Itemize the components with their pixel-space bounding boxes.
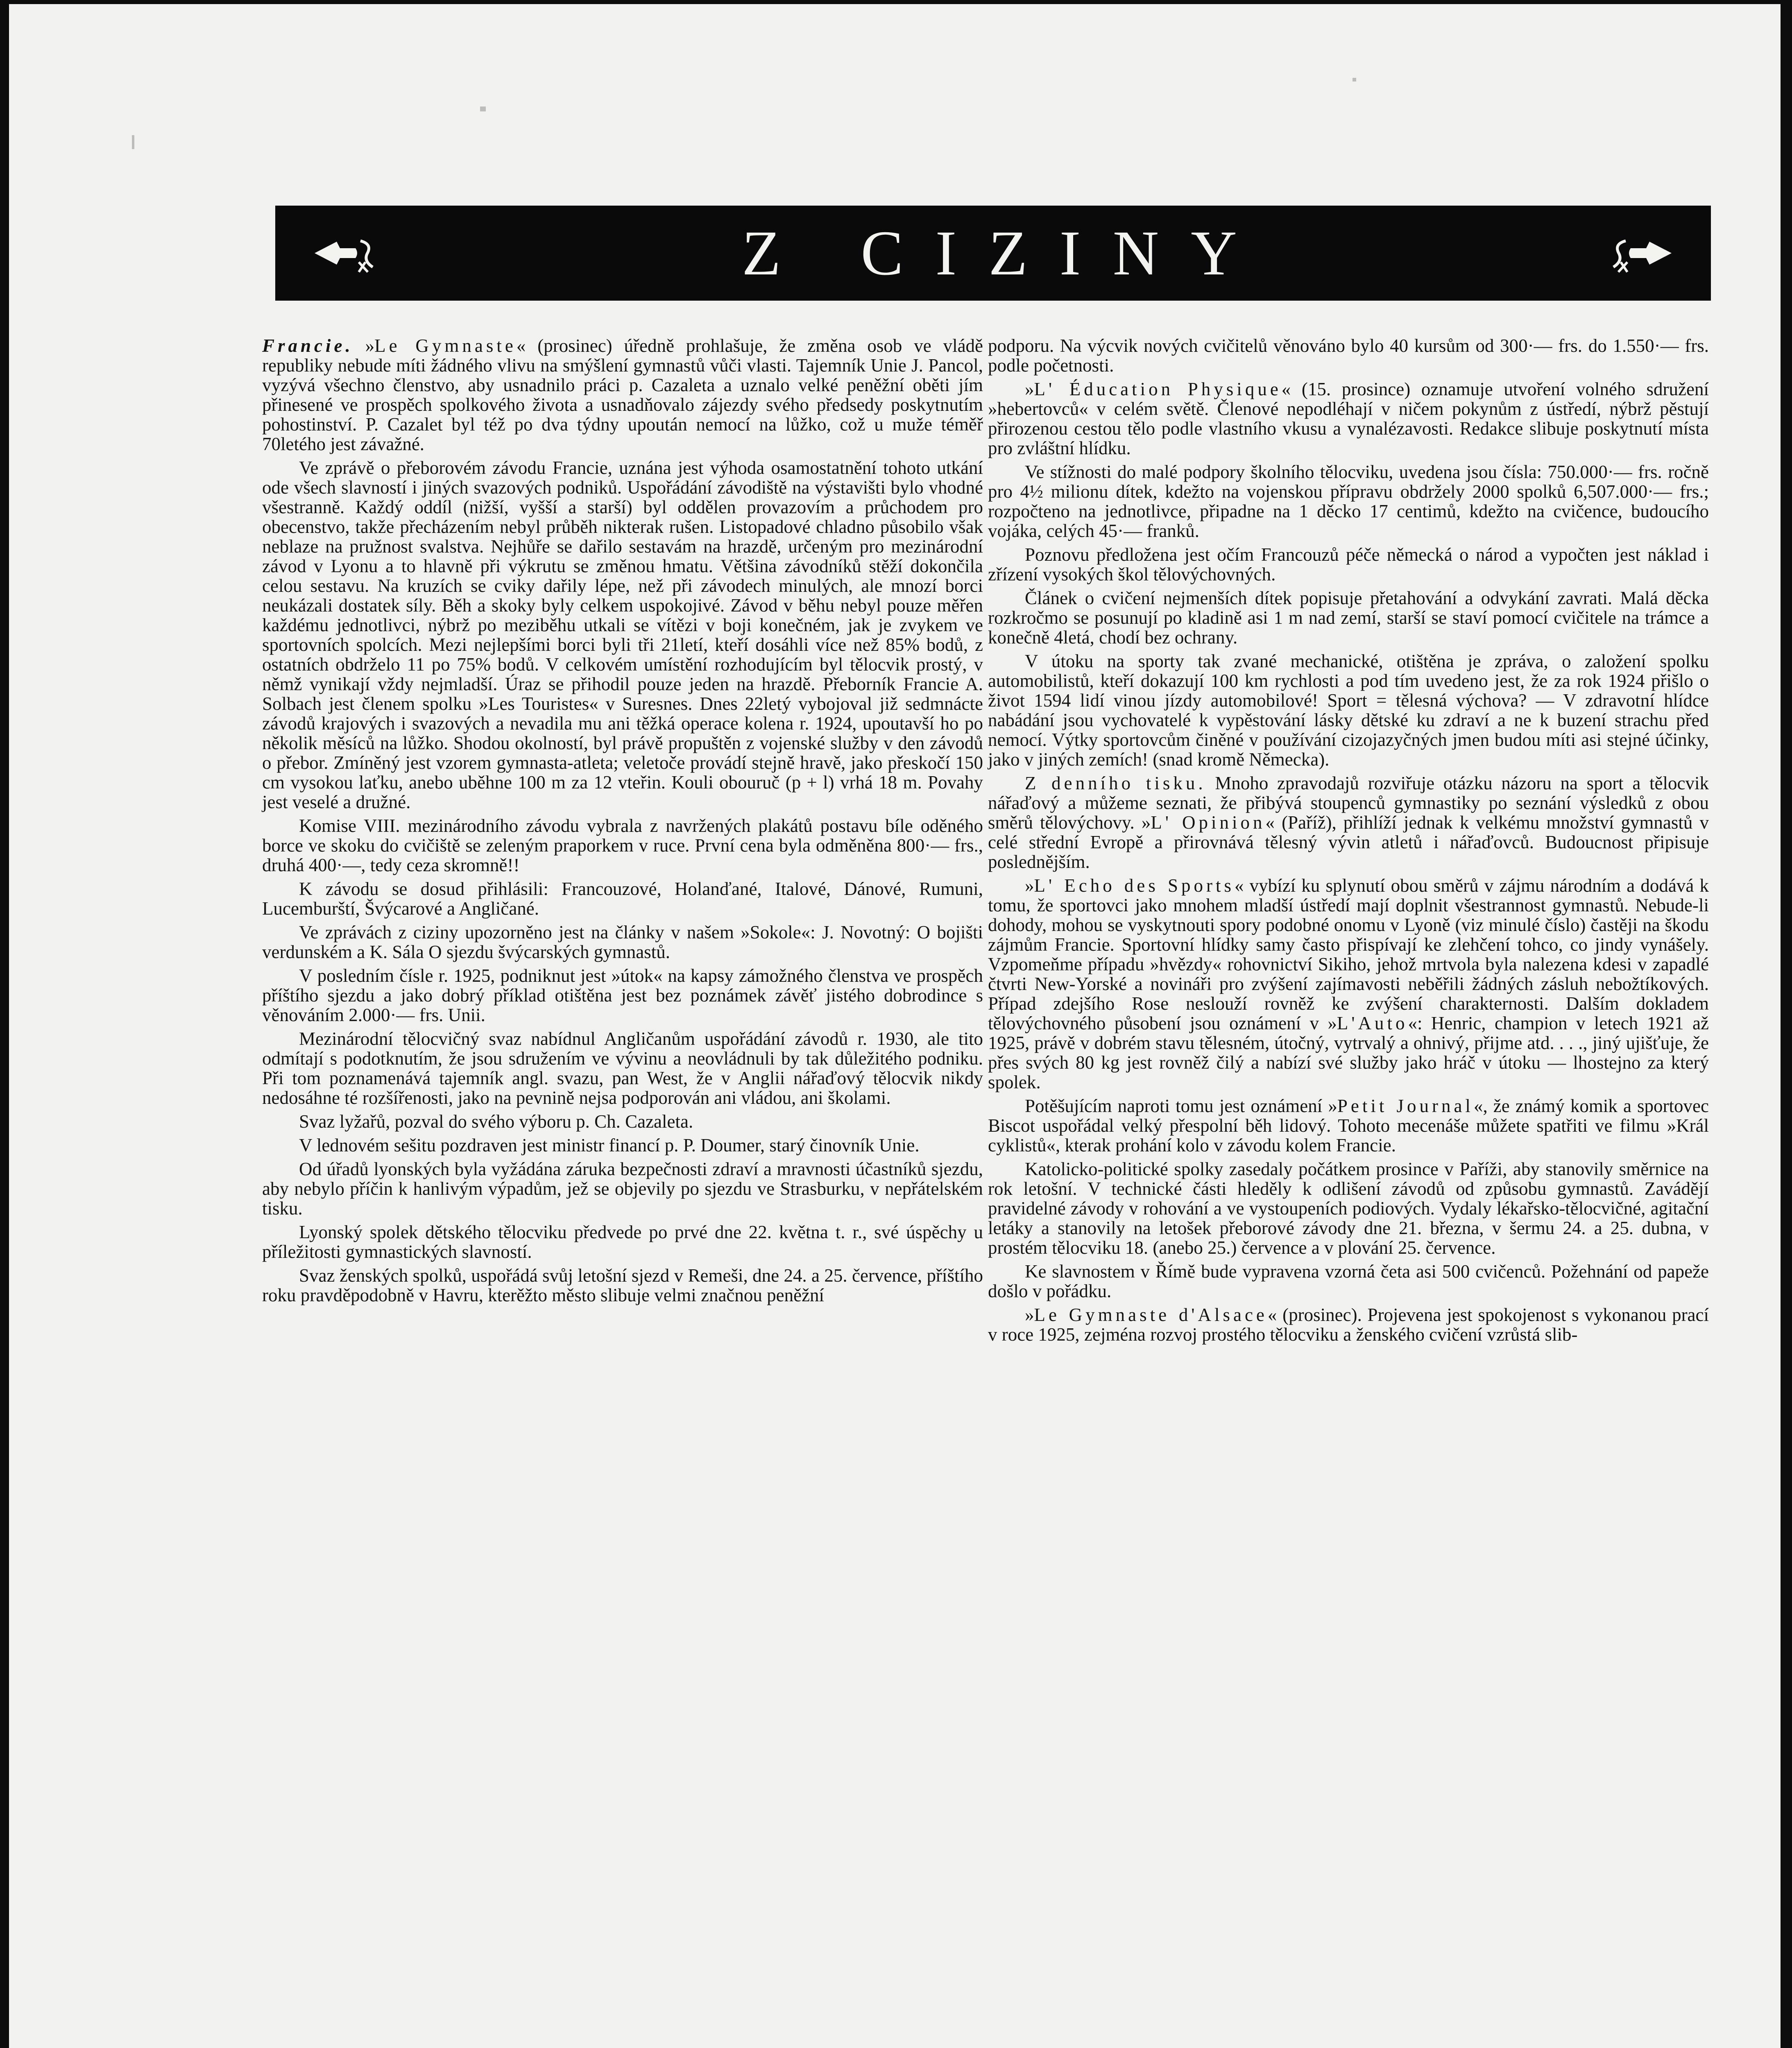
scan-speck (480, 106, 486, 111)
article-paragraph (988, 462, 1709, 541)
paragraph-text: Ve zprávě o přeborovém závodu Francie, uznána jest výhoda osamostatnění tohoto utkání ode všech slavností i jiných svazových podniků. Uspořádání závodiště na výstavišti bylo vhodné všestranně. Každý oddíl (nižší, vyšší a starší) byl oddělen provazovím a průchodem pro obecenstvo, takže přecházením nebyl průběh nikterak rušen. Listopadové chladno působilo však neblaze na pružnost svalstva. Nejhůře se dařilo sestavám na hrazdě, určeným pro mezinárodní závod v Lyonu a to hlavně při výkrutu se změnou hmatu. Většina závodníků stěží dokončila celou sestavu. Na kruzích se cviky dařily lépe, než při závodech minulých, ale mnozí borci neukázali dostatek síly. Běh a skoky byly celkem uspokojivé. Závod v běhu nebyl pouze měřen každému jednotlivci, nýbrž po meziběhu utkali se vítězi v boji konečném, jak je zvykem ve sportovních spolcích. Mezi nejlepšími borci byli tři 21letí, kteří dosáhli více než 85% bodů, z ostatních obdrželo 11 po 75% bodů. V celkovém umístění rozhodujícím byl tělocvik prostý, v němž vynikají vždy nejmladší. Úraz se přihodil pouze jeden na hrazdě. Přeborník Francie A. Solbach jest členem spolku »Les Touristes« v Suresnes. Dnes 22letý vybojoval již sedmnácte závodů krajových i svazových a nevadila mu ani těžká operace kolena r. 1924, upoutavší ho po několik měsíců na lůžko. Shodou okolností, byl právě propuštěn z vojenské služby v den závodů o přebor. Zmíněný jest vzorem gymnasta-atleta; veletoče provádí stejně hravě, jako přeskočí 150 cm vysokou laťku, anebo uběhne 100 m za 12 vteřin. Kouli obouruč (p + l) vrhá 18 m. Povahy jest veselé a družné. (262, 458, 983, 812)
publication-title: Le Gymnaste d'Alsace (1034, 1305, 1268, 1325)
article-paragraph (262, 816, 983, 875)
article-paragraph (262, 966, 983, 1025)
article-paragraph (988, 1159, 1709, 1257)
paragraph-text: Poznovu předložena jest očím Francouzů péče německá o národ a vypočten jest náklad i zřízení vysokých škol tělovýchovných. (988, 544, 1709, 584)
paragraph-text: « (15. prosince) oznamuje utvoření volného sdružení »hebertovců« v celém světě. Členové nepodléhají v ničem pokynům z ústředí, nýbrž pěstují přirozenou cestou tělo podle vlastního vkusu a vynalézavosti. Redakce slibuje poskytnutí místa pro zvláštní hlídku. (988, 379, 1709, 458)
article-paragraph (988, 1305, 1709, 1344)
paragraph-text: Ke slavnostem v Římě bude vypravena vzorná četa asi 500 cvičenců. Požehnání od papeže došlo v pořádku. (988, 1261, 1709, 1301)
paragraph-text: Komise VIII. mezinárodního závodu vybrala z navržených plakátů postavu bíle oděného borce ve skoku do cvičiště se zeleným praporkem v ruce. První cena byla odměněna 800·— frs., druhá 400·—, tedy ceza skromně!! (262, 816, 983, 875)
right-column (988, 336, 1709, 1348)
magazine-page (9, 4, 1781, 2048)
paragraph-text: V lednovém sešitu pozdraven jest ministr financí p. P. Doumer, starý činovník Unie. (299, 1135, 920, 1155)
scan-speck (132, 135, 134, 149)
article-paragraph (988, 1262, 1709, 1301)
article-paragraph (262, 1266, 983, 1305)
article-paragraph (262, 336, 983, 454)
publication-title: Petit Journal (1337, 1096, 1474, 1116)
article-paragraph (262, 1135, 983, 1155)
article-paragraph (262, 922, 983, 962)
article-paragraph (988, 773, 1709, 872)
paragraph-text: «: Henric, champion v letech 1921 až 1925, právě v dobrém stavu tělesném, útočný, vytrvalý a ohnivý, přijme atd. . . ., jiný ujišťuje, že přes svých 80 kg jest rovněž čilý a nabízí své služby jako hráč v útoku — lhostejno za který spolek. (988, 1013, 1709, 1092)
paragraph-text: podporu. Na výcvik nových cvičitelů věnováno bylo 40 kursům od 300·— frs. do 1.550·— frs. podle početnosti. (988, 335, 1709, 376)
section-title: Z CIZINY (742, 217, 1269, 288)
scan-speck (1352, 78, 1356, 82)
left-column (262, 336, 983, 1309)
article-paragraph (262, 458, 983, 812)
article-paragraph (262, 1112, 983, 1131)
paragraph-text: » (1025, 1305, 1034, 1325)
paragraph-text: » (365, 335, 375, 356)
paragraph-text: Mezinárodní tělocvičný svaz nabídnul Angličanům uspořádání závodů r. 1930, ale tito odmítají s podotknutím, že jsou sdružením ve vývinu a neovládnuli by tak důležitého podniku. Při tom poznamenává tajemník angl. svazu, pan West, že v Anglii nářaďový tělocvik nikdy nedosáhne té rozšířenosti, jako na pevnině nejsa podporován ani vládou, ani školami. (262, 1029, 983, 1108)
article-paragraph (988, 651, 1709, 769)
paragraph-text: « (prosinec). Projevena jest spokojenost s vykonanou prací v roce 1925, zejména rozvoj prostého tělocviku a ženského cvičení vzrůstá slib- (988, 1305, 1709, 1345)
paragraph-text: Svaz lyžařů, pozval do svého výboru p. Ch. Cazaleta. (299, 1111, 693, 1132)
paragraph-text: Potěšujícím naproti tomu jest oznámení » (1025, 1096, 1337, 1116)
article-paragraph (988, 379, 1709, 458)
article-paragraph (262, 1159, 983, 1218)
publication-title: L'Auto (1337, 1013, 1408, 1033)
publication-title: Z denního tisku. (1025, 773, 1206, 793)
publication-title: L' Opinion (1151, 812, 1266, 833)
paragraph-text: K závodu se dosud přihlásili: Francouzové, Holanďané, Italové, Dánové, Rumuni, Lucemburští, Švýcarové a Angličané. (262, 879, 983, 919)
paragraph-text: » (1025, 875, 1034, 896)
paragraph-text: « vybízí ku splynutí obou směrů v zájmu národním a dodává k tomu, že sportovci jako mnohem mladší ústředí mají doplnit všestrannost gymnastů. Nebude-li dohody, mohou se vyskytnouti spory podobné onomu v Lyoně (viz minulé číslo) častěji na škodu zájmům Francie. Sportovní hlídky samy často přispívají ke zlehčení tohco, co jindy vynášely. Vzpomeňme případu »hvězdy« rohovnictví Sikiho, jehož mrtvola byla nalezena kdesi v zapadlé čtvrti New-Yorské a novináři pro zvýšení zajímavosti neběřili žádných zásluh nebožtíkových. Případ zdejšího Rose neslouží rovněž ke zvýšení charakternosti. Dalším dokladem tělovýchovného působení jsou oznámení v » (988, 875, 1709, 1033)
paragraph-text: « (prosinec) úředně prohlašuje, že změna osob ve vládě republiky nebude míti žádného vlivu na smýšlení gymnastů vůči vlasti. Tajemník Unie J. Pancol, vyzývá všechno členstvo, aby usnadnilo práci p. Cazaleta a uznalo velké peněžní oběti jím přinesené ve prospěch spolkového života a usnadňovalo zájezdy svého předsedy poskytnutím pohostinství. P. Cazalet byl též po dva týdny upoután nemocí na lůžko, což u muže téměř 70letého jest závažné. (262, 335, 983, 454)
paragraph-text: V útoku na sporty tak zvané mechanické, otištěna je zpráva, o založení spolku automobilistů, kteří dokazují 100 km rychlosti a pod tím uvedeno jest, že za rok 1924 přišlo o život 1594 lidí vinou jízdy automobilové! Sport = tělesná výchova? — V zdravotní hlídce nabádání jsou vychovatelé k vypěstování lásky dětské ku zdraví a ne k buzení strachu před nemocí. Výtky sportovcům činěné v používání cizojazyčných jmen budou míti asi stejné účinky, jako v jiných zemích! (snad kromě Německa). (988, 651, 1709, 770)
paragraph-text: Svaz ženských spolků, uspořádá svůj letošní sjezd v Remeši, dne 24. a 25. července, příštího roku pravděpodobně v Havru, kterěžto město slibuje velmi značnou peněžní (262, 1265, 983, 1305)
paragraph-text: Mnoho zpravodajů rozviřuje otázku názoru na sport a tělocvik nářaďový a můžeme seznati, že přibývá stoupenců gymnastiky po seznání výsledků z obou směrů tělovýchovy. » (988, 773, 1709, 833)
article-paragraph (262, 879, 983, 918)
paragraph-text: Ve stížnosti do malé podpory školního tělocviku, uvedena jsou čísla: 750.000·— frs. ročně pro 4½ milionu dítek, kdežto na vojenskou přípravu obdržely 2000 spolků 6,507.000·— frs.; rozpočteno na jednotlivce, připadne na 1 děcko 17 centimů, kdežto na cvičence, budoucího vojáka, celých 45·— franků. (988, 462, 1709, 541)
country-heading: Francie. (262, 335, 353, 356)
article-paragraph (988, 588, 1709, 647)
paragraph-text: Ve zprávách z ciziny upozorněno jest na články v našem »Sokole«: J. Novotný: O bojišti verdunském a K. Sála O sjezdu švýcarských gymnastů. (262, 922, 983, 962)
paragraph-text: Katolicko-politické spolky zasedaly počátkem prosince v Paříži, aby stanovily směrnice na rok letošní. V technické části hleděly k odlišení závodů od způsobu gymnastů. Zavádějí pravidelné závody v rohování a ve vystoupeních podiových. Vydaly lékařsko-tělocvičné, agitační letáky a stanovily na letošek přeborové závody dne 21. března, v šermu 24. a 25. dubna, v prostém tělocviku 18. (anebo 25.) července a v plování 25. července. (988, 1159, 1709, 1258)
article-paragraph (262, 1222, 983, 1262)
article-paragraph (988, 1096, 1709, 1155)
paragraph-text: «, že známý komik a sportovec Biscot uspořádal velký přespolní běh lidový. Tohoto mecenáše můžete spatřiti ve filmu »Král cyklistů«, kterak prohání kolo v závodu kolem Francie. (988, 1096, 1709, 1155)
pointing-hand-right-icon (1608, 229, 1673, 277)
paragraph-text: « (Paříž), přihlíží jednak k velkému množství gymnastů v celé střední Evropě a přirovnává tělesný vývin atletů i nářaďovců. Budoucnost připisuje poslednějším. (988, 812, 1709, 872)
publication-title: L' Echo des Sports (1034, 875, 1235, 896)
article-paragraph (988, 545, 1709, 584)
publication-title: Le Gymnaste (374, 335, 517, 356)
pointing-hand-left-icon (313, 229, 378, 277)
article-paragraph (262, 1029, 983, 1108)
article-paragraph (988, 876, 1709, 1092)
paragraph-text: Od úřadů lyonských byla vyžádána záruka bezpečnosti zdraví a mravnosti účastníků sjezdu, aby nebylo příčin k hanlivým výpadům, jež se objevily po sjezdu ve Strasburku, v nepřátelském tisku. (262, 1159, 983, 1219)
paragraph-text: Lyonský spolek dětského tělocviku předvede po prvé dne 22. května t. r., své úspěchy u příležitosti gymnastických slavností. (262, 1222, 983, 1262)
paragraph-text: » (1025, 379, 1034, 399)
paragraph-text: Článek o cvičení nejmenších dítek popisuje přetahování a odvykání zavrati. Malá děcka rozkročmo se posunují po kladině asi 1 m nad zemí, starší se staví pomocí cvičitele na trámce a konečně 4letá, chodí bez ochrany. (988, 588, 1709, 648)
section-banner (275, 206, 1711, 301)
article-paragraph (988, 336, 1709, 375)
paragraph-text: V posledním čísle r. 1925, podniknut jest »útok« na kapsy zámožného členstva ve prospěch příštího sjezdu a jako dobrý příklad otištěna jest bez poznámek závěť jistého dobrodince s věnováním 2.000·— frs. Unii. (262, 965, 983, 1025)
publication-title: L' Éducation Physique (1034, 379, 1282, 399)
